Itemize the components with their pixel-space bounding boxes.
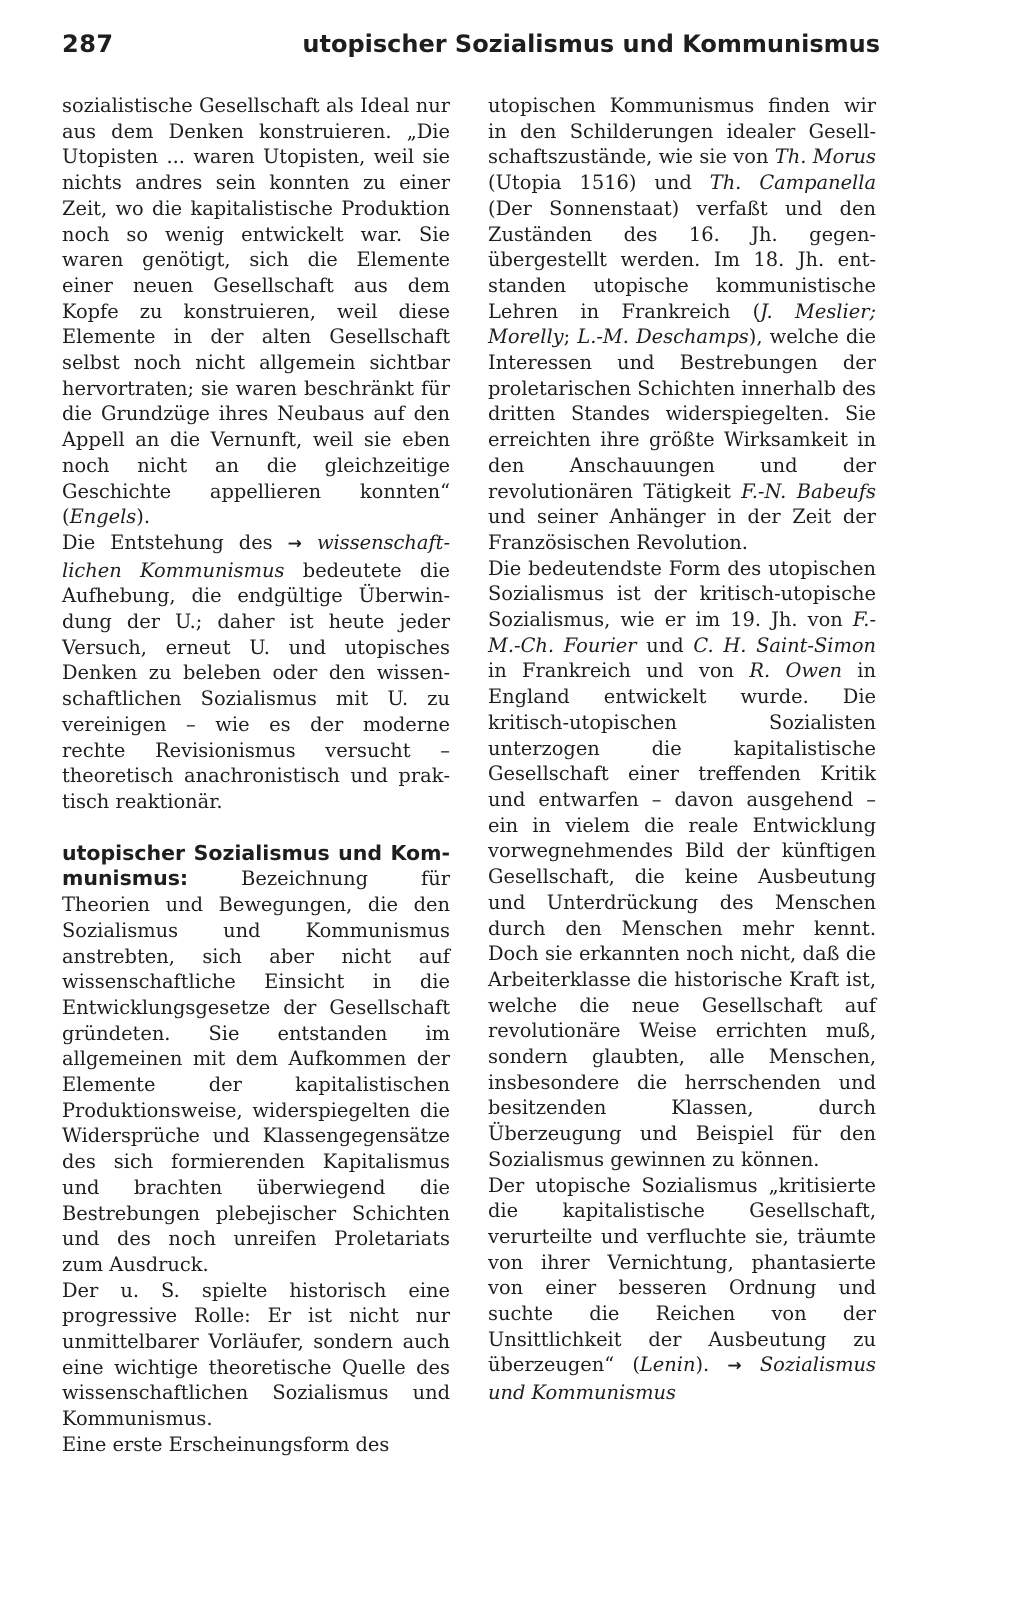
paragraph-progressive-role: Der u. S. spielte historisch eine progressive Rolle: Er ist nicht nur unmittelbarer Vorläufer, sondern auch eine wichtige theoretische Quelle des wissenschaftlichen Sozialismus und Kommunismus.	[62, 1278, 450, 1431]
paragraph-utopian-communism: utopischen Kommunismus finden wir in den Schilderungen idealer Gesellschaftszustände, wie sie von Th. Morus (Utopia 1516) und Th. Campanella (Der Sonnenstaat) verfaßt und den Zuständen des 16. Jh. gegenübergestellt werden. Im 18. Jh. entstanden utopische kommunistische Lehren in Frankreich (J. Meslier; Morelly; L.-M. Deschamps), welche die Interessen und Bestrebungen der proletarischen Schichten innerhalb des dritten Standes widerspiegelten. Sie erreichten ihre größte Wirksamkeit in den Anschauungen und der revolutionären Tätigkeit F.-N. Babeufs und seiner Anhänger in der Zeit der Französischen Revolution.	[488, 94, 877, 554]
cross-reference-arrow-icon: →	[727, 1356, 742, 1377]
paragraph-engels-quote: sozialistische Gesellschaft als Ideal nur aus dem Denken konstruieren. „Die Utopisten ... waren Utopisten, weil sie nichts andres sein konnten zu einer Zeit, wo die kapitalistische Produktion noch so wenig entwickelt war. Sie waren genötigt, sich die Elemente einer neuen Gesellschaft aus dem Kopfe zu konstruieren, weil diese Elemente in der alten Gesellschaft selbst noch nicht allgemein sichtbar hervortraten; sie waren beschränkt für die Grundzüge ihres Neubaus auf den Appell an die Vernunft, weil sie eben noch nicht an die gleichzeitige Geschichte appellieren konnten“ (Engels).	[62, 94, 450, 529]
author-fourier: F.-M.-Ch. Fourier	[488, 608, 876, 657]
paragraph-lenin-quote: Der utopische Sozialismus „kritisierte die kapitalistische Gesellschaft, verurteilte und verfluchte sie, träumte von ihrer Vernichtung, phantasierte von einer besseren Ordnung und suchte die Reichen von der Unsittlichkeit der Ausbeutung zu überzeugen“ (Lenin). → Sozialismus und Kommunismus	[488, 1173, 876, 1405]
running-head: utopischer Sozialismus und Kommunismus	[302, 30, 880, 58]
paragraph-first-form: Eine erste Erscheinungsform des	[62, 1432, 390, 1456]
author-campanella: Th. Campanella	[709, 171, 877, 195]
author-lenin: Lenin	[639, 1353, 696, 1377]
page-number: 287	[62, 30, 114, 58]
author-morus: Th. Morus	[774, 145, 876, 169]
author-saint-simon: C. H. Saint-Simon	[693, 633, 876, 657]
author-meslier-morelly: J. Meslier; Morelly	[488, 299, 876, 349]
page-header	[62, 30, 880, 74]
author-deschamps: L.-M. Deschamps	[577, 325, 749, 349]
left-column	[62, 93, 450, 1458]
cross-reference-link[interactable]: Sozialismus und Kommunismus	[488, 1353, 876, 1405]
cross-reference-arrow-icon: →	[287, 533, 302, 554]
cross-reference-link[interactable]: wissenschaftlichen Kommunismus	[62, 530, 450, 582]
entry-headword: utopischer Sozialismus und Kommunismus:	[62, 840, 450, 891]
paragraph-scientific-communism: Die Entstehung des → wissenschaftlichen Kommunismus bedeutete die Aufhebung, die endgültige Überwindung der U.; daher ist heute jeder Versuch, erneut U. und utopisches Denken zu beleben oder den wissenschaftlichen Sozialismus mit U. zu vereinigen – wie es der moderne rechte Revisionismus versucht – theoretisch anachronistisch und praktisch reaktionär.	[62, 530, 451, 813]
author-owen: R. Owen	[749, 659, 842, 683]
author-engels: Engels	[69, 505, 137, 529]
right-column	[488, 93, 876, 1406]
paragraph-critical-utopian: Die bedeutendste Form des utopischen Sozialismus ist der kritisch-utopische Sozialismus, wie er im 19. Jh. von F.-M.-Ch. Fourier und C. H. Saint-Simon in Frankreich und von R. Owen in England entwickelt wurde. Die kritisch-utopischen Sozialisten unterzogen die kapitalistische Gesellschaft einer treffenden Kritik und entwarfen – davon ausgehend – ein in vielem die reale Entwicklung vorwegnehmendes Bild der künftigen Gesellschaft, die keine Ausbeutung und Unterdrückung des Menschen durch den Menschen mehr kennt. Doch sie erkannten noch nicht, daß die Arbeiterklasse die historische Kraft ist, welche die neue Gesellschaft auf revolutionäre Weise errichten muß, sondern glaubten, alle Menschen, insbesondere die herrschenden und besitzenden Klassen, durch Überzeugung und Beispiel für den Sozialismus gewinnen zu können.	[488, 556, 877, 1171]
author-babeuf: F.-N. Babeufs	[741, 479, 877, 503]
entry-definition: utopischer Sozialismus und Kommunismus: Bezeichnung für Theorien und Bewegungen, die den Sozialismus und Kommunismus anstrebten, sich aber nicht auf wissenschaftliche Einsicht in die Entwicklungsgesetze der Gesellschaft gründeten. Sie entstanden im allgemeinen mit dem Aufkommen der Elemente der kapitalistischen Produktionsweise, widerspiegelten die Widersprüche und Klassengegensätze des sich formierenden Kapitalismus und brachten überwiegend die Bestrebungen plebejischer Schichten und des noch unreifen Proletariats zum Ausdruck.	[62, 840, 450, 1276]
